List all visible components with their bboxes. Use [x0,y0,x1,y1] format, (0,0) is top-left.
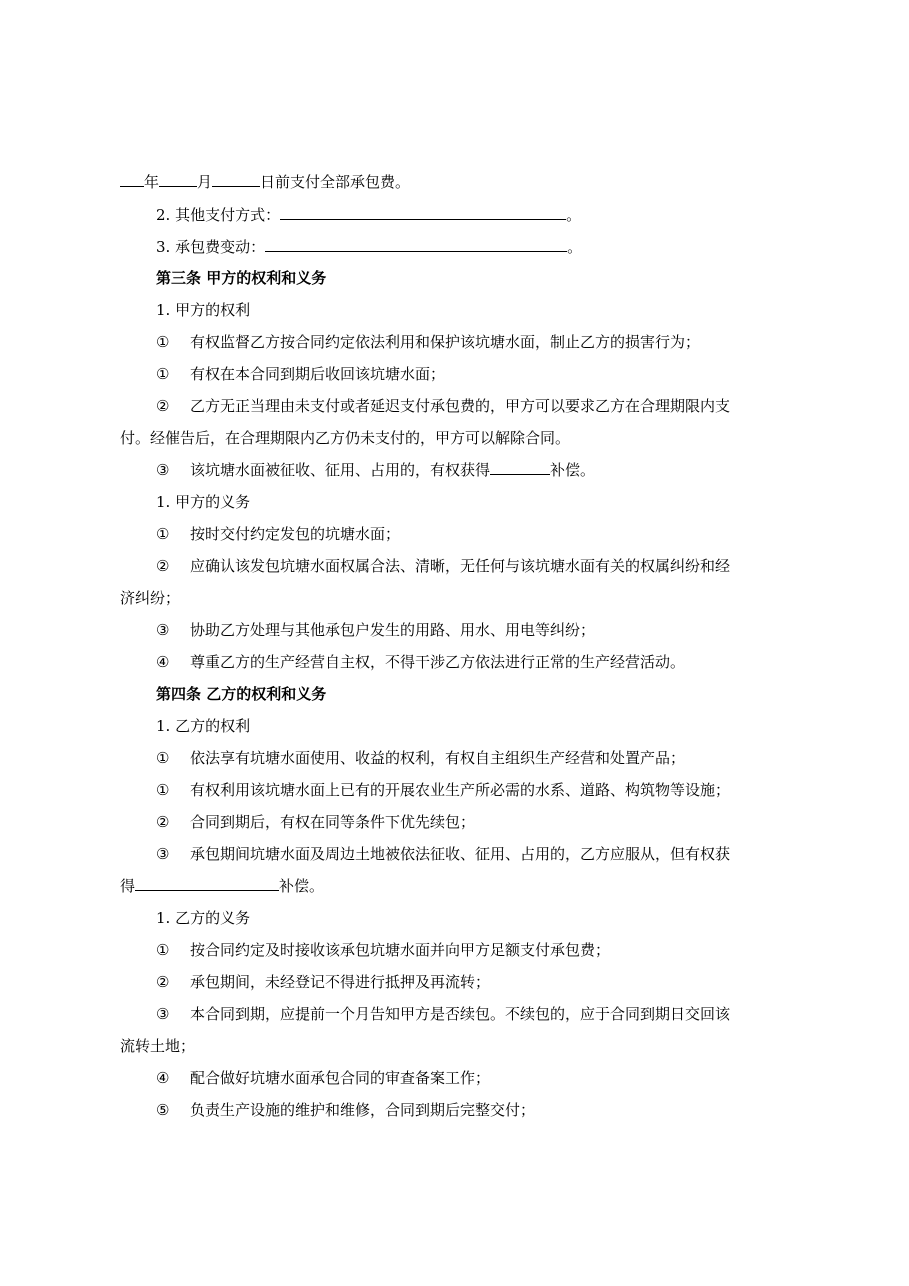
item-marker: ① [156,525,170,543]
item-text: 济纠纷； [120,589,181,607]
article4-duty-item [156,1068,836,1088]
article4-duty-item-continued [120,1036,800,1056]
item-tail: 补偿。 [550,461,596,479]
article3-duty-item [156,556,836,576]
article3-right-item [156,460,836,480]
day-tail: 日前支付全部承包费。 [260,173,411,191]
article3-right-item [156,396,836,416]
item-marker: ① [156,333,170,351]
other-payment-line [156,205,836,225]
other-payment-end: 。 [566,206,582,224]
other-payment-blank[interactable] [280,205,566,220]
compensation-blank[interactable] [490,460,550,475]
item-text: 合同到期后，有权在同等条件下优先续包； [190,813,476,831]
item-marker: ① [156,365,170,383]
article3-rights-label: 1. 甲方的权利 [156,301,251,319]
item-marker: ① [156,781,170,799]
article3-duty-item [156,524,836,544]
item-text: 该坑塘水面被征收、征用、占用的，有权获得 [190,461,491,479]
item-tail: 补偿。 [279,877,325,895]
item-marker: ② [156,397,170,415]
item-marker: ② [156,813,170,831]
item-text: 应确认该发包坑塘水面权属合法、清晰，无任何与该坑塘水面有关的权属纠纷和经 [190,557,731,575]
item-marker: ④ [156,653,170,671]
fee-change-line [156,237,836,257]
day-blank[interactable] [212,172,260,187]
item-marker: ③ [156,621,170,639]
item-text: 负责生产设施的维护和维修，合同到期后完整交付； [190,1101,536,1119]
item-marker: ② [156,973,170,991]
month-label: 月 [197,173,213,191]
article3-right-item [156,332,836,352]
month-blank[interactable] [159,172,197,187]
item-marker: ⑤ [156,1101,170,1119]
article4-title: 第四条 乙方的权利和义务 [156,685,327,703]
article4-right-item-continued [120,876,800,896]
article3-duty-item [156,620,836,640]
item-text: 承包期间坑塘水面及周边土地被依法征收、征用、占用的，乙方应服从，但有权获 [190,845,731,863]
item-marker: ③ [156,1005,170,1023]
item-text: 协助乙方处理与其他承包户发生的用路、用水、用电等纠纷； [190,621,596,639]
item-text: 承包期间，未经登记不得进行抵押及再流转； [190,973,491,991]
year-label: 年 [144,173,160,191]
article4-right-item [156,844,836,864]
item-text: 有权监督乙方按合同约定依法利用和保护该坑塘水面，制止乙方的损害行为； [190,333,701,351]
article4-right-item [156,780,836,800]
article4-right-item [156,812,836,832]
item-marker: ③ [156,845,170,863]
item-marker: ③ [156,461,170,479]
item-text: 流转土地； [120,1037,196,1055]
fee-change-blank[interactable] [265,237,567,252]
article3-duty-item [156,652,836,672]
item-marker: ④ [156,1069,170,1087]
item-text: 付。经催告后，在合理期限内乙方仍未支付的，甲方可以解除合同。 [120,429,571,447]
article4-duty-item [156,972,836,992]
year-blank[interactable] [120,172,144,187]
payment-deadline-line [120,172,800,192]
article3-right-item [156,364,836,384]
article3-title: 第三条 甲方的权利和义务 [156,269,327,287]
item-text: 依法享有坑塘水面使用、收益的权利，有权自主组织生产经营和处置产品； [190,749,686,767]
item-text: 配合做好坑塘水面承包合同的审查备案工作； [190,1069,491,1087]
item-text: 有权利用该坑塘水面上已有的开展农业生产所必需的水系、道路、构筑物等设施； [190,781,731,799]
fee-change-end: 。 [567,238,583,256]
item-text: 乙方无正当理由未支付或者延迟支付承包费的，甲方可以要求乙方在合理期限内支 [190,397,731,415]
article4-right-item [156,748,836,768]
item-marker: ② [156,557,170,575]
item-text: 按合同约定及时接收该承包坑塘水面并向甲方足额支付承包费； [190,941,611,959]
article3-right-item-continued [120,428,800,448]
article3-duties-label: 1. 甲方的义务 [156,493,251,511]
article4-duties-label: 1. 乙方的义务 [156,909,251,927]
article4-duty-item [156,1100,836,1120]
item-text: 得 [120,877,136,895]
item-text: 有权在本合同到期后收回该坑塘水面； [190,365,446,383]
article4-duty-item [156,1004,836,1024]
item-text: 本合同到期，应提前一个月告知甲方是否续包。不续包的，应于合同到期日交回该 [190,1005,731,1023]
article3-duty-item-continued [120,588,800,608]
item-marker: ① [156,749,170,767]
article4-duty-item [156,940,836,960]
fee-change-label: 3. 承包费变动： [156,238,266,256]
article4-rights-label: 1. 乙方的权利 [156,717,251,735]
item-text: 尊重乙方的生产经营自主权，不得干涉乙方依法进行正常的生产经营活动。 [190,653,686,671]
item-text: 按时交付约定发包的坑塘水面； [190,525,401,543]
other-payment-label: 2. 其他支付方式： [156,206,281,224]
compensation-blank[interactable] [135,876,279,891]
item-marker: ① [156,941,170,959]
